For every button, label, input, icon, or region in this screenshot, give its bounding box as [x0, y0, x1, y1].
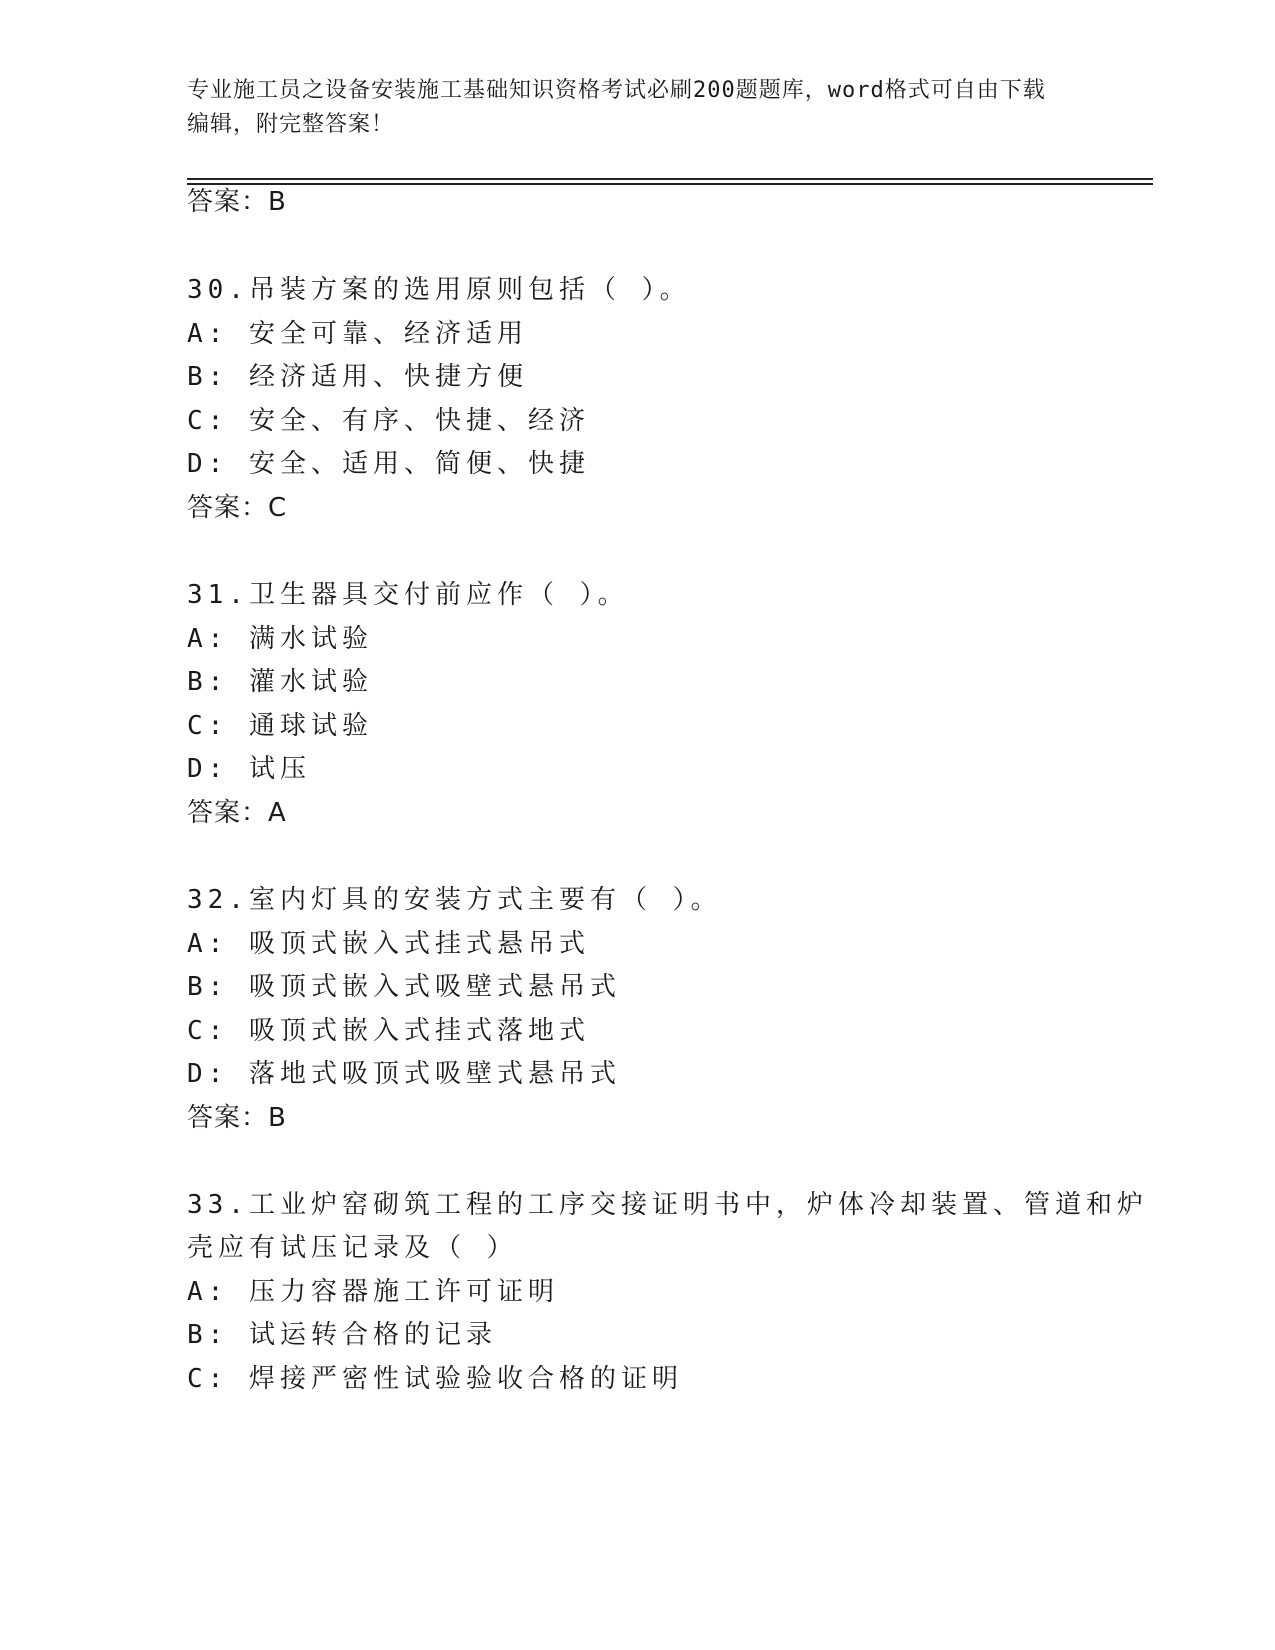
question-32-option-a: A: 吸顶式嵌入式挂式悬吊式	[187, 929, 590, 959]
question-30-stem: 30.吊装方案的选用原则包括（ ）。	[187, 275, 691, 305]
question-32-option-c: C: 吸顶式嵌入式挂式落地式	[187, 1016, 590, 1046]
question-33-option-a: A: 压力容器施工许可证明	[187, 1277, 559, 1307]
question-30-option-a: A: 安全可靠、经济适用	[187, 319, 528, 349]
question-30-option-d: D: 安全、适用、简便、快捷	[187, 449, 590, 479]
question-32-stem: 32.室内灯具的安装方式主要有（ ）。	[187, 885, 722, 915]
question-30-option-c: C: 安全、有序、快捷、经济	[187, 406, 590, 436]
answer-prev: 答案：B	[187, 187, 287, 217]
header-divider-bottom	[187, 183, 1153, 185]
question-33-option-b: B: 试运转合格的记录	[187, 1320, 497, 1350]
question-31-stem: 31.卫生器具交付前应作（ ）。	[187, 580, 629, 610]
answer-30: 答案：C	[187, 493, 288, 523]
question-33-stem-line2: 壳应有试压记录及（ ）	[187, 1233, 518, 1263]
question-31-option-d: D: 试压	[187, 754, 311, 784]
answer-31: 答案：A	[187, 798, 287, 828]
question-30-option-b: B: 经济适用、快捷方便	[187, 362, 528, 392]
question-33-stem-line1: 33.工业炉窑砌筑工程的工序交接证明书中，炉体冷却装置、管道和炉	[187, 1190, 1148, 1220]
question-31-option-c: C: 通球试验	[187, 711, 373, 741]
header-divider-top	[187, 178, 1153, 180]
question-32-option-b: B: 吸顶式嵌入式吸壁式悬吊式	[187, 972, 621, 1002]
question-32-option-d: D: 落地式吸顶式吸壁式悬吊式	[187, 1059, 621, 1089]
answer-32: 答案：B	[187, 1103, 287, 1133]
question-31-option-a: A: 满水试验	[187, 624, 373, 654]
question-31-option-b: B: 灌水试验	[187, 667, 373, 697]
question-33-option-c: C: 焊接严密性试验验收合格的证明	[187, 1364, 683, 1394]
document-header: 专业施工员之设备安装施工基础知识资格考试必刷200题题库，word格式可自由下载编辑，附完整答案！	[187, 78, 1046, 137]
